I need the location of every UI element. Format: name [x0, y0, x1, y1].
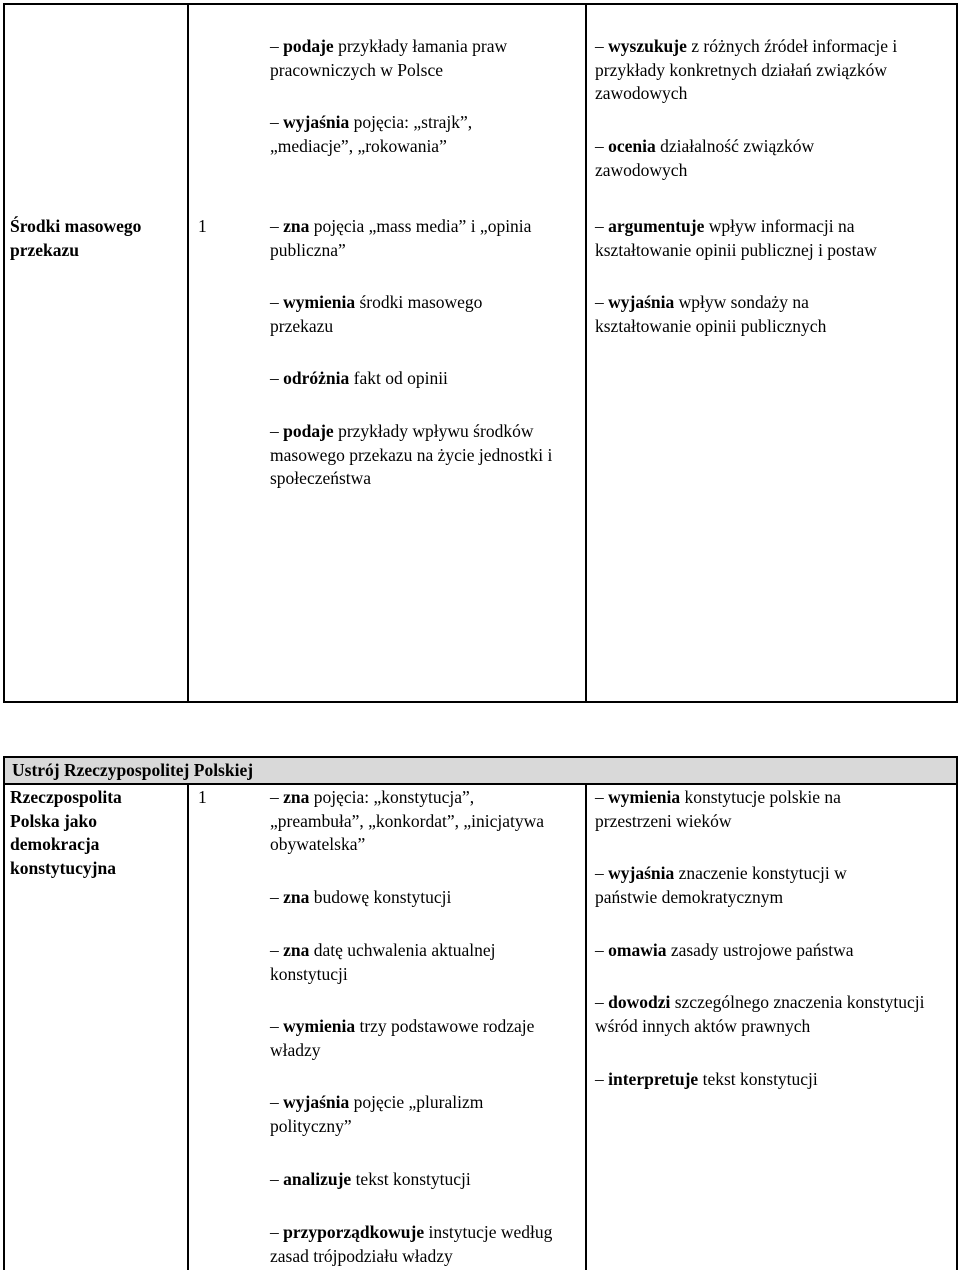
requirement-text: z różnych źródeł informacje i przykłady konkretnych działań związków zawodowych: [595, 36, 898, 103]
requirement-text: wpływ sondaży na kształtowanie opinii publicznych: [595, 292, 827, 336]
requirement-text: przykłady łamania praw pracowniczych w Polsce: [270, 36, 508, 80]
requirement-text: środki masowego przekazu: [270, 292, 483, 336]
requirement-text: fakt od opinii: [349, 368, 448, 388]
lesson-hours: 1: [198, 216, 207, 236]
requirement-verb: wymienia: [608, 787, 681, 807]
topic-title: Rzeczpospolita Polska jako demokracja konstytucyjna: [10, 787, 122, 878]
extended-requirement: – wyszukuje z różnych źródeł informacje i przykłady konkretnych działań związków zawodowych: [595, 36, 898, 103]
table-1-col-divider-1: [187, 3, 189, 703]
requirement-verb: dowodzi: [608, 992, 671, 1012]
basic-requirement: – podaje przykłady wpływu środków masowego przekazu na życie jednostki i społeczeństwa: [270, 421, 553, 488]
basic-requirement: – zna budowę konstytucji: [270, 887, 452, 907]
requirement-text: zasady ustrojowe państwa: [666, 940, 854, 960]
requirement-text: pojęcia: „strajk”, „mediacje”, „rokowania”: [270, 112, 473, 156]
requirement-verb: wyszukuje: [608, 36, 687, 56]
basic-requirement: – wymienia trzy podstawowe rodzaje władzy: [270, 1016, 535, 1060]
section-header-divider: [3, 783, 958, 785]
extended-requirement: – wymienia konstytucje polskie na przestrzeni wieków: [595, 787, 841, 831]
requirement-verb: wymienia: [283, 292, 356, 312]
requirement-text: datę uchwalenia aktualnej konstytucji: [270, 940, 496, 984]
basic-requirement: – zna datę uchwalenia aktualnej konstytucji: [270, 940, 496, 984]
requirement-verb: przyporządkowuje: [283, 1222, 425, 1242]
basic-requirement: – zna pojęcia: „konstytucja”, „preambuła”, „konkordat”, „inicjatywa obywatelska”: [270, 787, 545, 854]
requirement-text: działalność związków zawodowych: [595, 136, 815, 180]
extended-requirement: – omawia zasady ustrojowe państwa: [595, 940, 854, 960]
requirement-text: wpływ informacji na kształtowanie opinii publicznej i postaw: [595, 216, 877, 260]
extended-requirement: – interpretuje tekst konstytucji: [595, 1069, 818, 1089]
requirement-verb: podaje: [283, 421, 334, 441]
requirement-verb: analizuje: [283, 1169, 352, 1189]
table-2-col-divider-2: [585, 783, 587, 1270]
section-title: Ustrój Rzeczypospolitej Polskiej: [12, 760, 254, 780]
requirement-text: trzy podstawowe rodzaje władzy: [270, 1016, 535, 1060]
requirement-verb: wyjaśnia: [608, 292, 675, 312]
basic-requirement: – zna pojęcia „mass media” i „opinia publiczna”: [270, 216, 532, 260]
requirement-verb: podaje: [283, 36, 334, 56]
basic-requirement: – przyporządkowuje instytucje według zasad trójpodziału władzy: [270, 1222, 553, 1266]
basic-requirement: – podaje przykłady łamania praw pracowniczych w Polsce: [270, 36, 508, 80]
basic-requirement: – analizuje tekst konstytucji: [270, 1169, 471, 1189]
lesson-hours: 1: [198, 787, 207, 807]
extended-requirement: – argumentuje wpływ informacji na kształtowanie opinii publicznej i postaw: [595, 216, 877, 260]
requirement-verb: omawia: [608, 940, 667, 960]
requirement-verb: wymienia: [283, 1016, 356, 1036]
requirement-verb: wyjaśnia: [283, 112, 350, 132]
basic-requirement: – odróżnia fakt od opinii: [270, 368, 448, 388]
requirement-verb: ocenia: [608, 136, 656, 156]
table-2-col-divider-1: [187, 783, 189, 1270]
basic-requirement: – wyjaśnia pojęcia: „strajk”, „mediacje”, „rokowania”: [270, 112, 473, 156]
requirement-verb: zna: [283, 787, 310, 807]
requirement-text: pojęcia: „konstytucja”, „preambuła”, „konkordat”, „inicjatywa obywatelska”: [270, 787, 545, 854]
table-1-col-divider-2: [585, 3, 587, 703]
requirement-verb: interpretuje: [608, 1069, 699, 1089]
requirement-verb: argumentuje: [608, 216, 705, 236]
requirement-verb: odróżnia: [283, 368, 350, 388]
basic-requirement: – wyjaśnia pojęcie „pluralizm polityczny”: [270, 1092, 484, 1136]
requirement-text: pojęcia „mass media” i „opinia publiczna”: [270, 216, 532, 260]
basic-requirement: – wymienia środki masowego przekazu: [270, 292, 483, 336]
requirement-text: znaczenie konstytucji w państwie demokratycznym: [595, 863, 847, 907]
requirement-text: budowę konstytucji: [309, 887, 452, 907]
requirement-text: przykłady wpływu środków masowego przekazu na życie jednostki i społeczeństwa: [270, 421, 553, 488]
extended-requirement: – wyjaśnia znaczenie konstytucji w państwie demokratycznym: [595, 863, 847, 907]
extended-requirement: – ocenia działalność związków zawodowych: [595, 136, 815, 180]
extended-requirement: – wyjaśnia wpływ sondaży na kształtowanie opinii publicznych: [595, 292, 827, 336]
requirement-text: tekst konstytucji: [351, 1169, 471, 1189]
requirement-verb: zna: [283, 216, 310, 236]
requirement-text: konstytucje polskie na przestrzeni wieków: [595, 787, 841, 831]
topic-title: Środki masowego przekazu: [10, 216, 142, 260]
requirement-text: pojęcie „pluralizm polityczny”: [270, 1092, 484, 1136]
requirement-text: szczególnego znaczenia konstytucji wśród innych aktów prawnych: [595, 992, 925, 1036]
requirement-text: instytucje według zasad trójpodziału władzy: [270, 1222, 553, 1266]
requirement-verb: wyjaśnia: [608, 863, 675, 883]
requirement-verb: wyjaśnia: [283, 1092, 350, 1112]
requirement-verb: zna: [283, 940, 310, 960]
requirement-text: tekst konstytucji: [698, 1069, 818, 1089]
requirement-verb: zna: [283, 887, 310, 907]
extended-requirement: – dowodzi szczególnego znaczenia konstytucji wśród innych aktów prawnych: [595, 992, 925, 1036]
table-1-frame: [3, 3, 958, 703]
